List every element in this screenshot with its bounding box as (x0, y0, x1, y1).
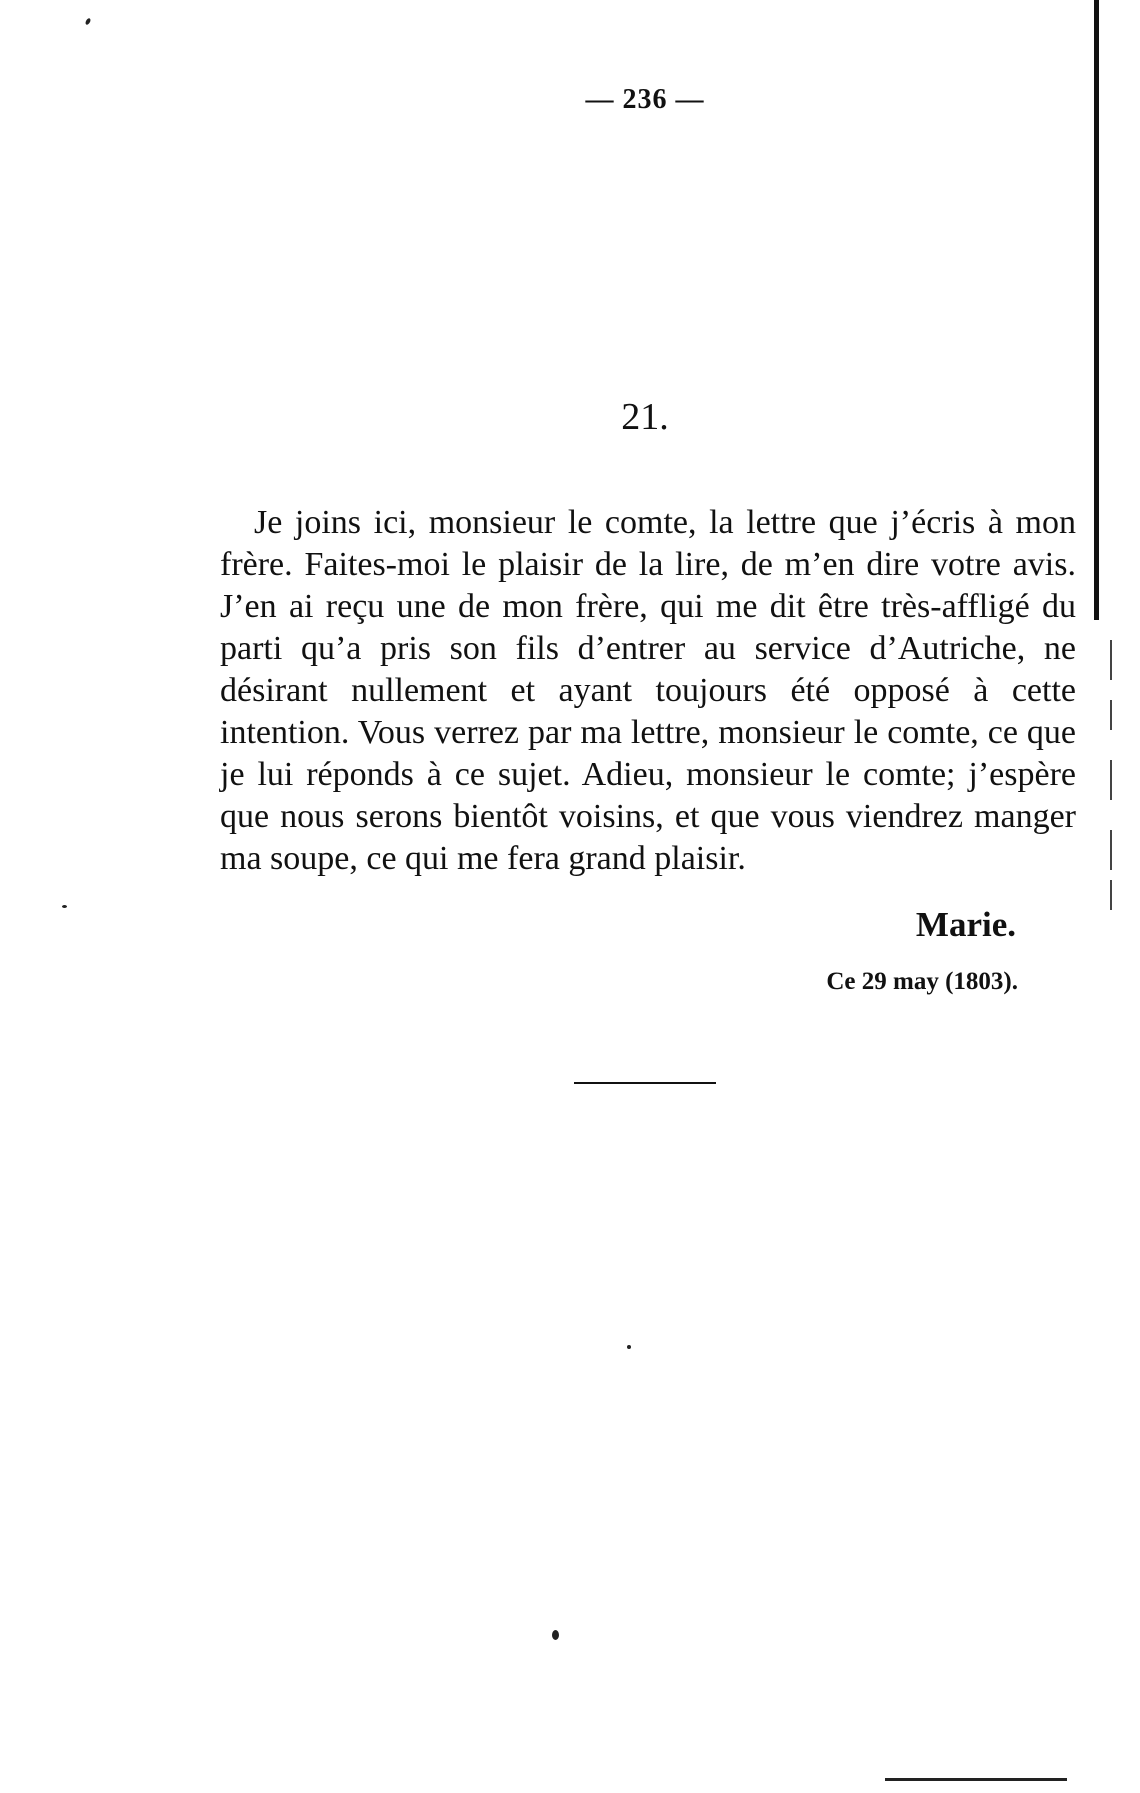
page-number: — 236 — (585, 84, 705, 115)
page-edge-mark (1110, 760, 1112, 800)
dateline: Ce 29 may (1803). (826, 968, 1018, 995)
ink-speck (552, 1630, 559, 1640)
page-edge-mark (1110, 700, 1112, 730)
page-edge-mark (1110, 880, 1112, 910)
ink-speck (627, 1345, 631, 1349)
page-edge-mark (1110, 830, 1112, 870)
letter-number: 21. (621, 396, 669, 438)
closing-rule (574, 1082, 716, 1084)
ink-speck (62, 905, 67, 908)
bottom-stroke (885, 1778, 1067, 1781)
signature: Marie. (915, 905, 1016, 944)
ink-speck (85, 17, 92, 25)
page-edge-mark (1110, 640, 1112, 680)
letter-body: Je joins ici, monsieur le comte, la lettre que j’écris à mon frère. Faites-moi le plaisir de la lire, de m’en dire votre avis. J’en ai reçu une de mon frère, qui me dit être très-affligé du parti qu’a pris son fils d’entrer au service d’Autriche, ne désirant nullement et ayant toujours été opposé à cette intention. Vous verrez par ma lettre, monsieur le comte, ce que je lui réponds à ce sujet. Adieu, monsieur le comte; j’espère que nous serons bientôt voisins, et que vous viendrez manger ma soupe, ce qui me fera grand plaisir. (220, 504, 1076, 877)
